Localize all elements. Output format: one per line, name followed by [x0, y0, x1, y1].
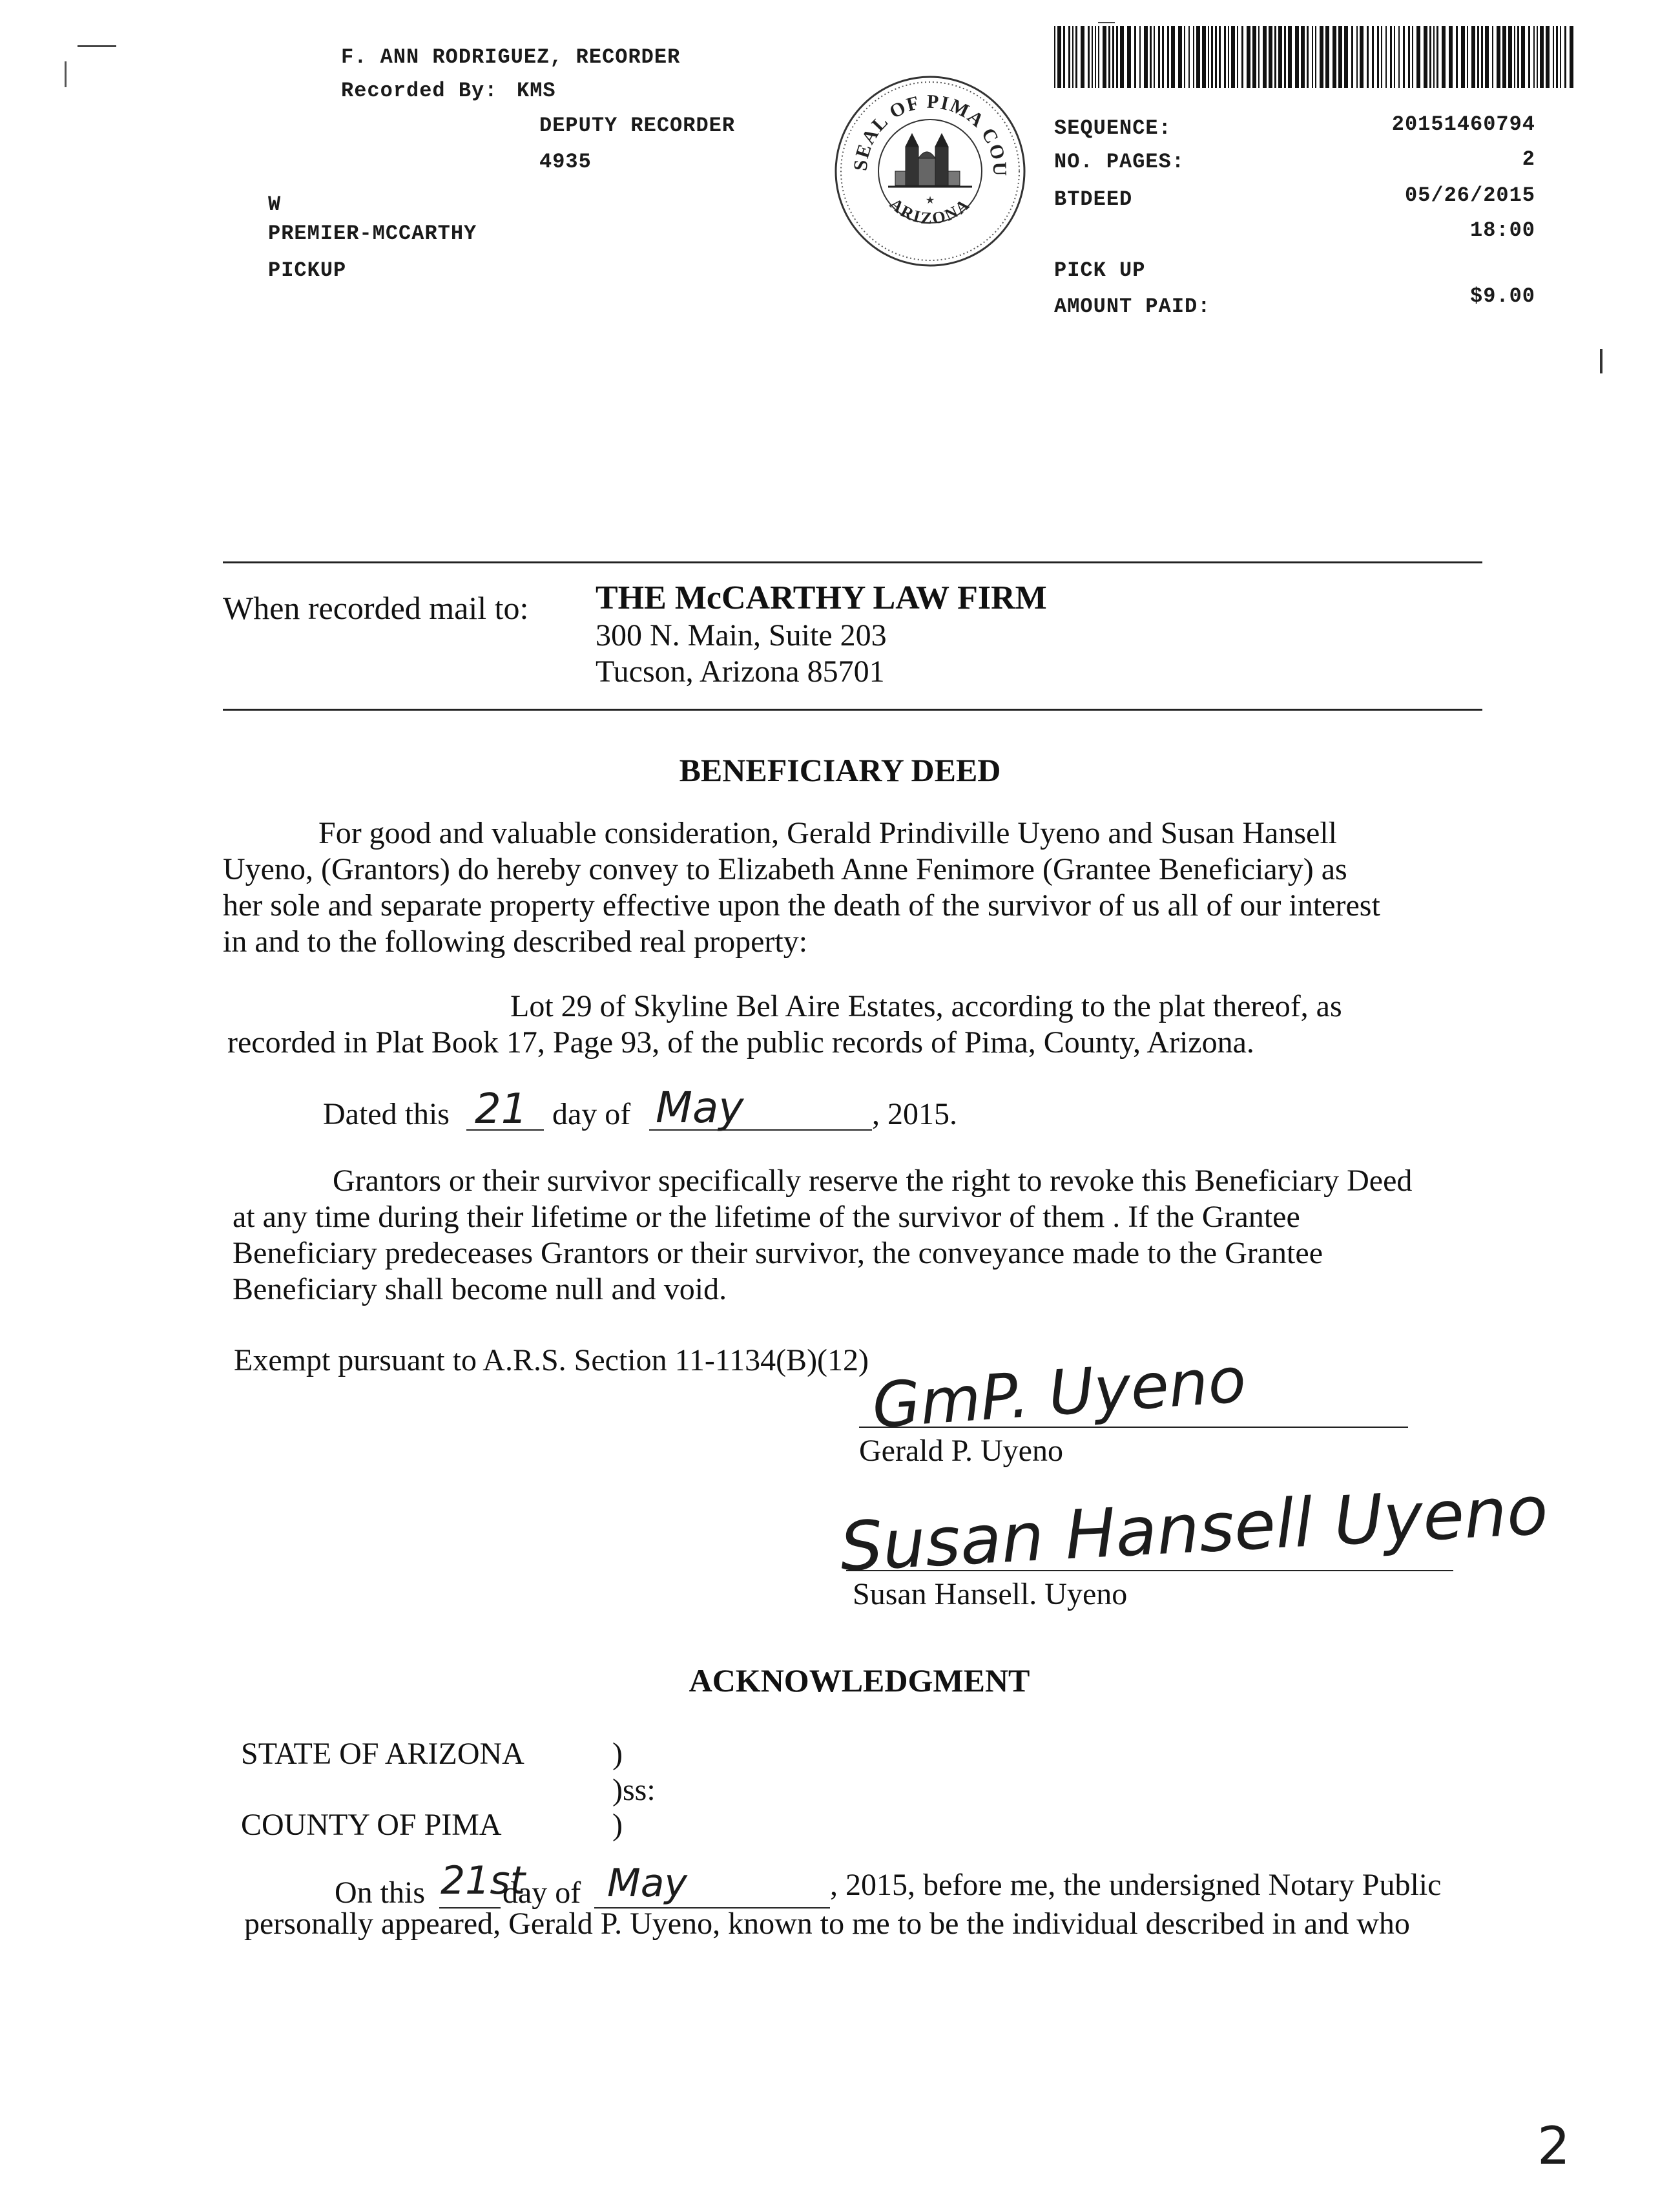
para1-line3: her sole and separate property effective upon the death of the survivor of us all of our interest: [223, 888, 1380, 923]
svg-text:ARIZONA: ARIZONA: [886, 194, 975, 228]
para2-line3: Beneficiary predeceases Grantors or their survivor, the conveyance made to the Grantee: [233, 1236, 1323, 1270]
ack-county: COUNTY OF PIMA: [241, 1808, 502, 1842]
delivery-method: PICKUP: [268, 258, 347, 282]
dated-prefix: Dated this: [323, 1097, 450, 1131]
recorded-by-value: KMS: [517, 79, 556, 103]
rule-bottom: [223, 709, 1482, 711]
dated-mid: day of: [552, 1097, 631, 1131]
para1-line1: For good and valuable consideration, Gerald Prindiville Uyeno and Susan Hansell: [318, 816, 1337, 850]
para2-line2: at any time during their lifetime or the lifetime of the survivor of them . If the Grantee: [233, 1200, 1300, 1234]
mail-to-firm: THE McCARTHY LAW FIRM: [596, 580, 1047, 616]
para2-line1: Grantors or their survivor specifically reserve the right to revoke this Beneficiary Deed: [333, 1164, 1413, 1198]
ack-rest-line1: , 2015, before me, the undersigned Notary Public: [830, 1868, 1442, 1902]
acknowledgment-title: ACKNOWLEDGMENT: [689, 1662, 1030, 1699]
ack-day-handwritten: 21st: [441, 1858, 526, 1903]
corner-mark-vertical: [65, 61, 67, 87]
ack-state: STATE OF ARIZONA: [241, 1737, 524, 1771]
deputy-number: 4935: [539, 150, 592, 174]
sequence-label: SEQUENCE:: [1054, 116, 1172, 140]
page-number-handwritten: 2: [1537, 2116, 1570, 2176]
recording-time: 18:00: [1469, 218, 1535, 242]
document-type: BTDEED: [1054, 187, 1133, 211]
sequence-value: 20151460794: [1391, 112, 1535, 136]
mail-to-label: When recorded mail to:: [223, 590, 529, 626]
recording-party: PREMIER-MCCARTHY: [268, 222, 477, 246]
deputy-title: DEPUTY RECORDER: [539, 114, 736, 138]
rule-top: [223, 561, 1482, 563]
legal-line1: Lot 29 of Skyline Bel Aire Estates, according to the plat thereof, as: [510, 989, 1342, 1023]
recording-code: W: [268, 193, 282, 216]
barcode-icon: [1054, 26, 1574, 88]
deed-title: BENEFICIARY DEED: [679, 752, 1001, 788]
signature1-handwritten: GmP. Uyeno: [869, 1343, 1249, 1443]
exempt-statement: Exempt pursuant to A.R.S. Section 11-1134(B)(12): [234, 1343, 869, 1377]
dated-suffix: , 2015.: [872, 1097, 957, 1131]
margin-mark: [1600, 349, 1602, 373]
pickup-label: PICK UP: [1054, 258, 1146, 282]
ack-paren1: ): [612, 1737, 623, 1771]
legal-line2: recorded in Plat Book 17, Page 93, of the public records of Pima, County, Arizona.: [227, 1025, 1254, 1060]
signer1-name: Gerald P. Uyeno: [859, 1434, 1063, 1468]
document-barcode: [1054, 26, 1574, 88]
amount-value: $9.00: [1469, 284, 1535, 308]
signer2-name: Susan Hansell. Uyeno: [853, 1577, 1128, 1611]
svg-text:★: ★: [925, 195, 935, 206]
pages-label: NO. PAGES:: [1054, 150, 1185, 174]
ack-on-this: On this: [335, 1876, 426, 1910]
ack-ss: )ss:: [612, 1773, 656, 1807]
amount-label: AMOUNT PAID:: [1054, 295, 1211, 319]
recorded-by-label: Recorded By:: [341, 79, 498, 103]
para1-line4: in and to the following described real property:: [223, 925, 808, 959]
recorder-name: F. ANN RODRIGUEZ, RECORDER: [341, 45, 681, 69]
seal-icon: [833, 74, 1027, 268]
pima-county-seal: [833, 74, 1027, 268]
barcode-tick: [1098, 22, 1115, 23]
svg-text:THE SEAL OF PIMA COUNTY: SEAL OF PIMA COU: [849, 90, 1011, 178]
pages-value: 2: [1522, 147, 1535, 171]
ack-paren2: ): [612, 1808, 623, 1842]
ack-day-of: day of: [503, 1876, 581, 1910]
para1-line2: Uyeno, (Grantors) do hereby convey to Elizabeth Anne Fenimore (Grantee Beneficiary) as: [223, 852, 1347, 886]
dated-day-handwritten: 21: [475, 1085, 528, 1133]
ack-line2: personally appeared, Gerald P. Uyeno, known to me to be the individual described in and who: [244, 1907, 1410, 1941]
dated-month-handwritten: May: [656, 1083, 744, 1133]
recording-date: 05/26/2015: [1404, 183, 1535, 207]
corner-mark: [78, 45, 116, 47]
mail-to-address2: Tucson, Arizona 85701: [596, 654, 885, 689]
mail-to-address1: 300 N. Main, Suite 203: [596, 618, 887, 653]
ack-month-handwritten: May: [607, 1861, 688, 1906]
para2-line4: Beneficiary shall become null and void.: [233, 1272, 727, 1306]
signature2-handwritten: Susan Hansell Uyeno: [838, 1470, 1550, 1587]
